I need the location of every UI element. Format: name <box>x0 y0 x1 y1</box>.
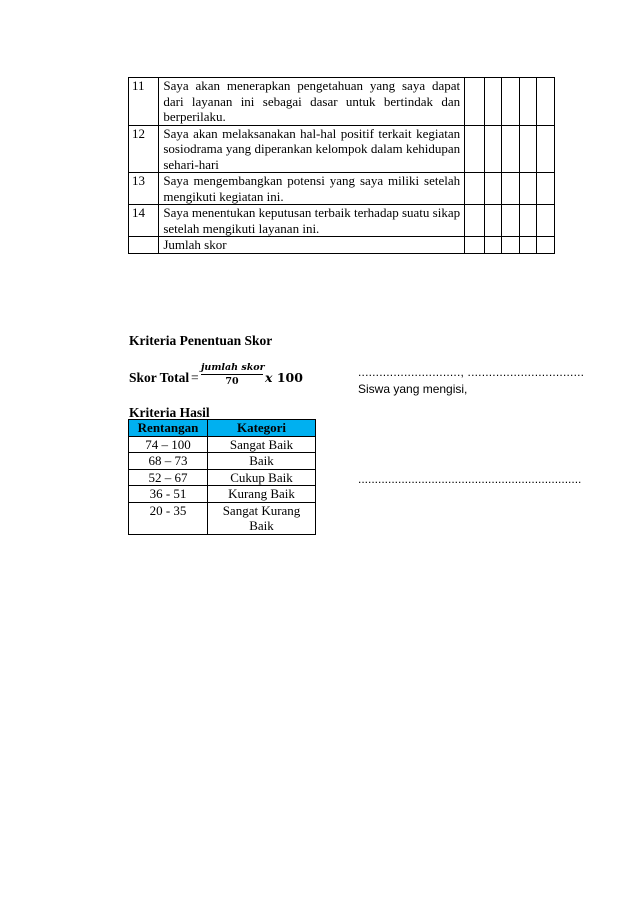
table-row <box>129 502 316 534</box>
result-criteria-table <box>128 419 316 535</box>
table-row <box>129 125 555 173</box>
formula-multiplier <box>265 370 303 385</box>
statement-number: 13 <box>129 173 159 205</box>
score-cell[interactable] <box>484 125 502 173</box>
category-cell: Cukup Baik <box>208 469 316 486</box>
total-row <box>129 237 555 254</box>
statement-number: 12 <box>129 125 159 173</box>
signature-date-line: ............................., ................................. <box>358 365 585 379</box>
score-cell[interactable] <box>484 237 502 254</box>
formula-equals: = <box>191 370 199 385</box>
score-cell[interactable] <box>484 205 502 237</box>
signature-role: Siswa yang mengisi, <box>358 382 468 396</box>
score-cell[interactable] <box>519 205 537 237</box>
column-header-category: Kategori <box>208 420 316 437</box>
score-cell[interactable] <box>502 78 520 126</box>
statement-number: 14 <box>129 205 159 237</box>
score-cell[interactable] <box>465 205 485 237</box>
table-row <box>129 486 316 503</box>
statement-text: Saya mengembangkan potensi yang saya miliki setelah mengikuti kegiatan ini. <box>159 173 465 205</box>
statement-text: Saya menentukan keputusan terbaik terhadap suatu sikap setelah mengikuti layanan ini. <box>159 205 465 237</box>
table-row <box>129 453 316 470</box>
range-cell: 52 – 67 <box>129 469 208 486</box>
score-cell[interactable] <box>465 237 485 254</box>
category-cell: Kurang Baik <box>208 486 316 503</box>
score-cell[interactable] <box>465 78 485 126</box>
range-cell: 68 – 73 <box>129 453 208 470</box>
score-cell[interactable] <box>484 78 502 126</box>
score-cell[interactable] <box>537 125 555 173</box>
criteria-title: Kriteria Penentuan Skor <box>129 333 273 348</box>
score-cell[interactable] <box>502 205 520 237</box>
signature-name-line: ................................................................... <box>358 472 582 486</box>
score-cell[interactable] <box>519 237 537 254</box>
score-cell[interactable] <box>484 173 502 205</box>
formula-times: x <box>265 370 273 385</box>
formula-label: Skor Total <box>129 370 190 385</box>
category-cell: Sangat Kurang Baik <box>208 502 316 534</box>
score-cell[interactable] <box>465 173 485 205</box>
empty-cell <box>129 237 159 254</box>
category-cell: Baik <box>208 453 316 470</box>
score-cell[interactable] <box>519 125 537 173</box>
formula-denominator: 70 <box>225 376 239 387</box>
table-header-row <box>129 420 316 437</box>
score-cell[interactable] <box>502 125 520 173</box>
score-cell[interactable] <box>537 78 555 126</box>
table-row <box>129 78 555 126</box>
range-cell: 74 – 100 <box>129 436 208 453</box>
total-label: Jumlah skor <box>159 237 465 254</box>
score-cell[interactable] <box>502 173 520 205</box>
formula-numerator: jumlah skor <box>201 362 265 373</box>
statement-table <box>128 77 555 254</box>
statement-number: 11 <box>129 78 159 126</box>
range-cell: 20 - 35 <box>129 502 208 534</box>
category-cell: Sangat Baik <box>208 436 316 453</box>
score-cell[interactable] <box>519 78 537 126</box>
score-cell[interactable] <box>502 237 520 254</box>
score-cell[interactable] <box>519 173 537 205</box>
column-header-range: Rentangan <box>129 420 208 437</box>
formula-multiplier-value: 100 <box>276 370 303 385</box>
table-row <box>129 436 316 453</box>
result-criteria-title: Kriteria Hasil <box>129 405 210 420</box>
table-row <box>129 173 555 205</box>
score-cell[interactable] <box>537 205 555 237</box>
formula-fraction <box>201 362 263 387</box>
score-cell[interactable] <box>537 173 555 205</box>
table-row <box>129 469 316 486</box>
table-row <box>129 205 555 237</box>
statement-text: Saya akan melaksanakan hal-hal positif terkait kegiatan sosiodrama yang diperankan kelompok dalam kehidupan sehari-hari <box>159 125 465 173</box>
score-cell[interactable] <box>465 125 485 173</box>
range-cell: 36 - 51 <box>129 486 208 503</box>
score-cell[interactable] <box>537 237 555 254</box>
statement-text: Saya akan menerapkan pengetahuan yang saya dapat dari layanan ini sebagai dasar untuk bertindak dan berperilaku. <box>159 78 465 126</box>
